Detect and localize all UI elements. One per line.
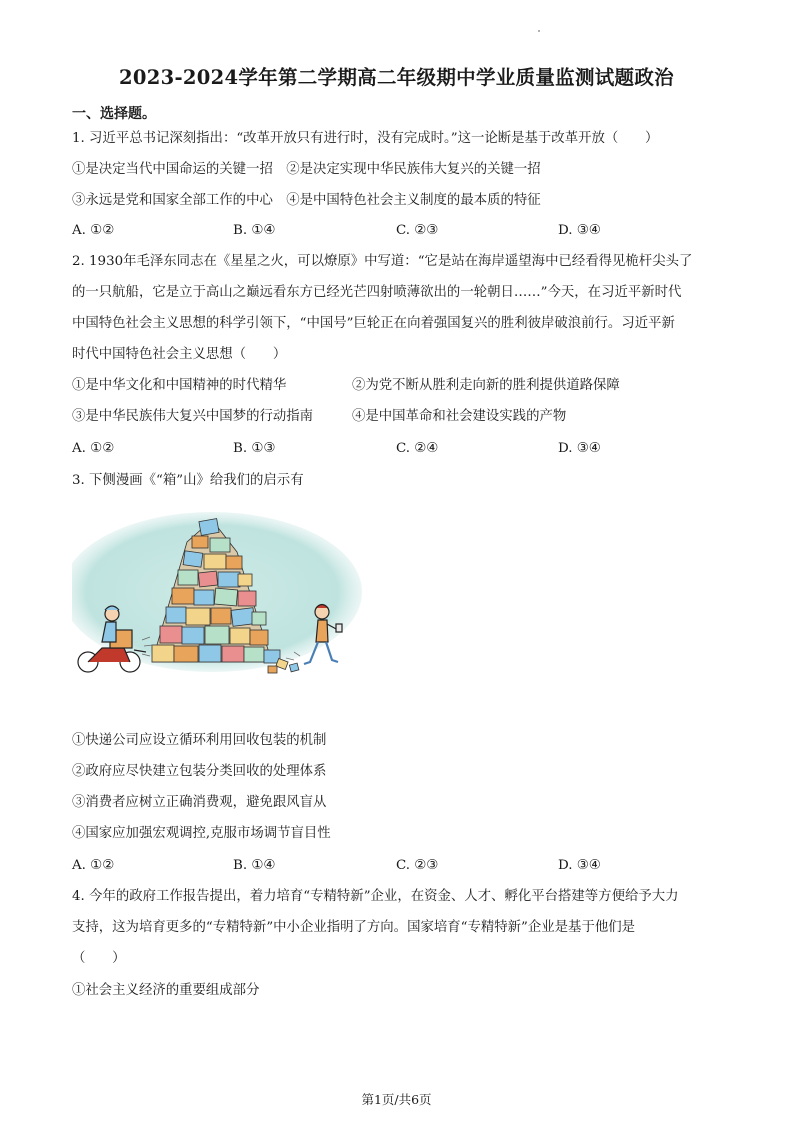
q3-option-a[interactable]: A. ①② xyxy=(72,858,115,873)
page-title: 2023-2024学年第二学期高二年级期中学业质量监测试题政治 xyxy=(119,66,674,89)
q4-stem-line-2: 支持，这为培育更多的“专精特新”中小企业指明了方向。国家培育“专精特新”企业是基于他们是 xyxy=(72,920,636,935)
q2-stem-line-4: 时代中国特色社会主义思想（ ） xyxy=(72,347,287,362)
q2-statement-3: ③是中华民族伟大复兴中国梦的行动指南 xyxy=(72,409,314,424)
q2-option-a[interactable]: A. ①② xyxy=(72,441,115,456)
q3-statement-3: ③消费者应树立正确消费观，避免跟风盲从 xyxy=(72,795,327,810)
q1-option-b[interactable]: B. ①④ xyxy=(233,223,276,238)
q1-option-d[interactable]: D. ③④ xyxy=(558,223,601,238)
q3-option-d[interactable]: D. ③④ xyxy=(558,858,601,873)
q3-statement-2: ②政府应尽快建立包装分类回收的处理体系 xyxy=(72,764,327,779)
q2-option-d[interactable]: D. ③④ xyxy=(558,441,601,456)
q1-statements-1-2: ①是决定当代中国命运的关键一招 ②是决定实现中华民族伟大复兴的关键一招 xyxy=(72,162,541,177)
q3-option-c[interactable]: C. ②③ xyxy=(396,858,439,873)
q3-statement-1: ①快递公司应设立循环利用回收包装的机制 xyxy=(72,733,327,748)
q2-statement-4: ④是中国革命和社会建设实践的产物 xyxy=(352,409,567,424)
section-heading: 一、选择题。 xyxy=(72,106,156,122)
page-speck xyxy=(538,30,540,32)
q3-statement-4: ④国家应加强宏观调控,克服市场调节盲目性 xyxy=(72,826,331,841)
q1-stem: 1. 习近平总书记深刻指出：“改革开放只有进行时，没有完成时。”这一论断是基于改革开放（ ） xyxy=(72,131,659,146)
q2-stem-line-1: 2. 1930年毛泽东同志在《星星之火，可以燎原》中写道：“它是站在海岸遥望海中已经看得见桅杆尖头了 xyxy=(72,254,693,269)
q1-statements-3-4: ③永远是党和国家全部工作的中心 ④是中国特色社会主义制度的最本质的特征 xyxy=(72,193,541,208)
q2-stem-line-2: 的一只航船，它是立于高山之巅远看东方已经光芒四射喷薄欲出的一轮朝日……”今天，在习近平新时代 xyxy=(72,285,682,300)
q3-stem: 3. 下侧漫画《“箱”山》给我们的启示有 xyxy=(72,473,304,488)
q2-statement-2: ②为党不断从胜利走向新的胜利提供道路保障 xyxy=(352,378,620,393)
q3-option-b[interactable]: B. ①④ xyxy=(233,858,276,873)
q4-stem-line-3: （ ） xyxy=(72,951,126,966)
q2-statement-1: ①是中华文化和中国精神的时代精华 xyxy=(72,378,287,393)
q1-option-c[interactable]: C. ②③ xyxy=(396,223,439,238)
q1-option-a[interactable]: A. ①② xyxy=(72,223,115,238)
box-mountain-cartoon xyxy=(72,512,362,712)
q4-statement-1: ①社会主义经济的重要组成部分 xyxy=(72,983,260,998)
q2-stem-line-3: 中国特色社会主义思想的科学引领下，“中国号”巨轮正在向着强国复兴的胜利彼岸破浪前行。习近平新 xyxy=(72,316,675,331)
q4-stem-line-1: 4. 今年的政府工作报告提出，着力培育“专精特新”企业，在资金、人才、孵化平台搭建等方便给予大力 xyxy=(72,889,679,904)
page-footer: 第1页/共6页 xyxy=(361,1092,432,1107)
q2-option-c[interactable]: C. ②④ xyxy=(396,441,439,456)
q2-option-b[interactable]: B. ①③ xyxy=(233,441,276,456)
